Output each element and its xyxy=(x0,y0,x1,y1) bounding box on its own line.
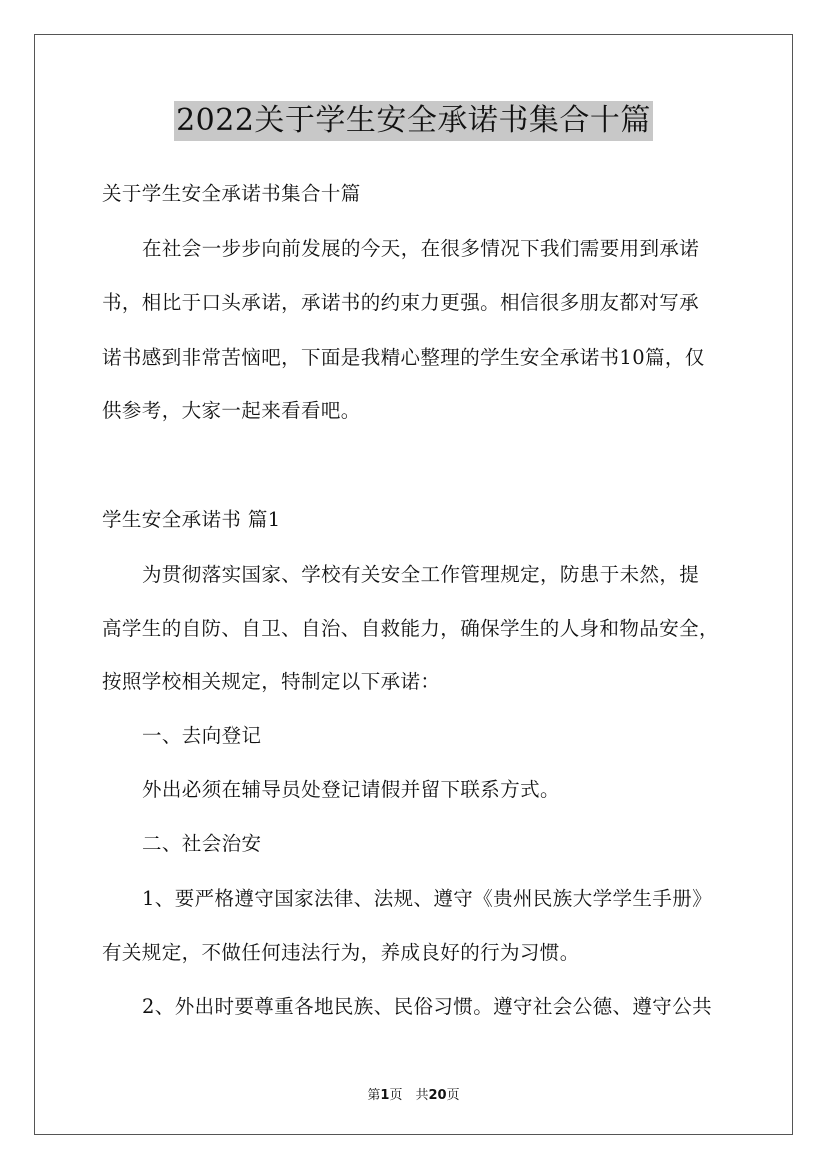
subsection-heading: 二、社会治安 xyxy=(142,832,262,855)
subsection-heading: 一、去向登记 xyxy=(142,724,262,747)
subtitle-line: 关于学生安全承诺书集合十篇 xyxy=(102,182,361,205)
footer-prefix: 第 xyxy=(367,1088,381,1103)
footer-suffix: 页 xyxy=(446,1088,460,1103)
footer-mid: 页 共 xyxy=(389,1088,429,1103)
paragraph-line: 1、要严格遵守国家法律、法规、遵守《贵州民族大学学生手册》 xyxy=(142,887,713,910)
paragraph-line: 有关规定，不做任何违法行为，养成良好的行为习惯。 xyxy=(102,941,580,964)
page-footer xyxy=(0,1084,827,1103)
paragraph-line: 诺书感到非常苦恼吧，下面是我精心整理的学生安全承诺书10篇，仅 xyxy=(102,346,705,369)
footer-total-pages: 20 xyxy=(428,1088,447,1103)
paragraph-line: 按照学校相关规定，特制定以下承诺： xyxy=(102,670,441,693)
paragraph-line: 高学生的自防、自卫、自治、自救能力，确保学生的人身和物品安全， xyxy=(102,617,719,640)
paragraph-line: 2、外出时要尊重各地民族、民俗习惯。遵守社会公德、遵守公共 xyxy=(142,995,713,1018)
paragraph-line: 为贯彻落实国家、学校有关安全工作管理规定，防患于未然，提 xyxy=(142,563,700,586)
paragraph-line: 外出必须在辅导员处登记请假并留下联系方式。 xyxy=(142,778,560,801)
paragraph-line: 书，相比于口头承诺，承诺书的约束力更强。相信很多朋友都对写承 xyxy=(102,291,700,314)
document-title: 2022关于学生安全承诺书集合十篇 xyxy=(174,101,653,141)
paragraph-line: 在社会一步步向前发展的今天，在很多情况下我们需要用到承诺 xyxy=(142,237,700,260)
footer-current-page: 1 xyxy=(380,1088,390,1103)
title-wrapper xyxy=(0,101,827,141)
section-heading: 学生安全承诺书 篇1 xyxy=(102,508,281,531)
paragraph-line: 供参考，大家一起来看看吧。 xyxy=(102,399,361,422)
